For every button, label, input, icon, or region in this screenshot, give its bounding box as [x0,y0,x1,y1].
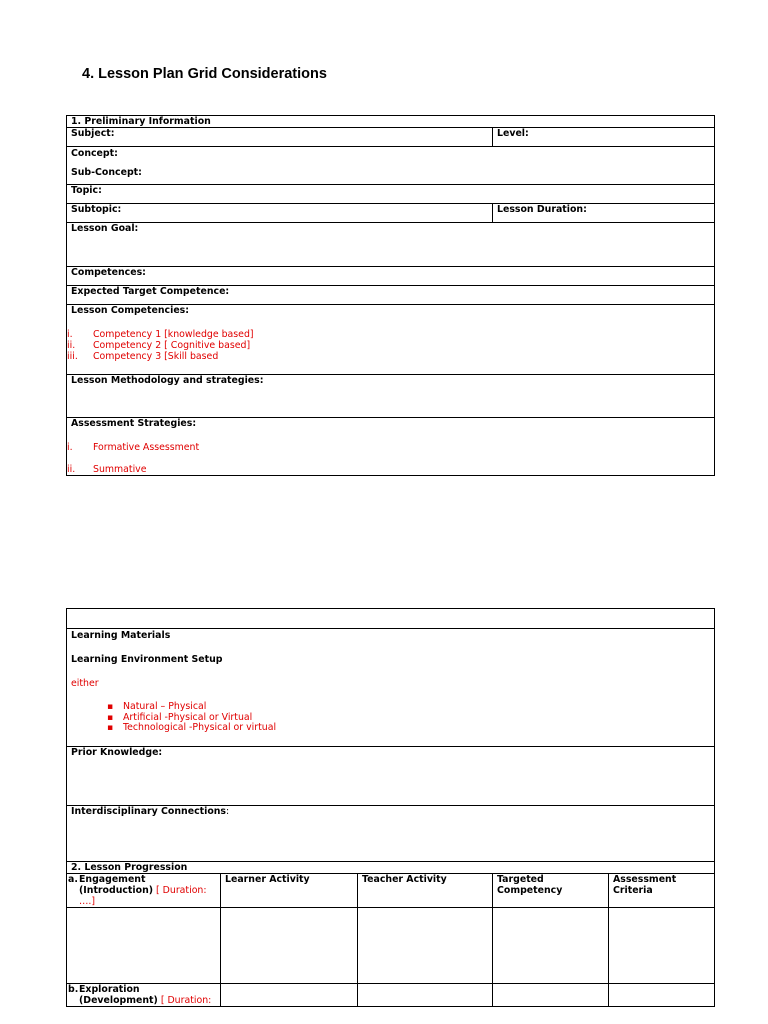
assessment-criteria-cell [609,984,715,1007]
competency-item: i. Competency 1 [knowledge based] [67,329,254,340]
section-preliminary-information: 1. Preliminary Information [67,116,715,128]
learning-environment-label: Learning Environment Setup [71,654,223,665]
topic-cell: Topic: [67,185,715,204]
subject-cell: Subject: [67,128,493,147]
engagement-duration: [ Duration: [156,885,207,896]
targeted-competency-header: Targeted Competency [493,874,609,908]
engagement-sub: (Introduction) [79,885,154,896]
assessment-item: i. Formative Assessment [67,442,200,453]
empty-header-row [67,609,715,629]
list-item: ▪ Natural – Physical [123,702,710,713]
engagement-title: Engagement [79,874,146,885]
exploration-title: Exploration [79,984,140,995]
section-lesson-progression: 2. Lesson Progression [67,862,715,874]
assessment-strategies-label: Assessment Strategies: [71,418,197,429]
teacher-activity-cell [358,908,493,984]
assessment-criteria-header: Assessment Criteria [609,874,715,908]
teacher-activity-cell [358,984,493,1007]
preliminary-info-table [66,115,715,476]
exploration-duration: [ Duration: [160,995,212,1006]
concept-label: Concept: [71,148,118,159]
exploration-sub: (Development) [79,995,158,1006]
learner-activity-header: Learner Activity [221,874,358,908]
lesson-goal-cell: Lesson Goal: [67,223,715,267]
list-item: ▪ Technological -Physical or virtual [123,723,710,734]
engagement-duration-cont: ….] [79,896,96,907]
expected-target-competence-cell: Expected Target Competence: [67,286,715,305]
interdisciplinary-colon: : [226,806,230,817]
interdisciplinary-cell [67,806,715,862]
exploration-number: b. [68,984,79,995]
assessment-criteria-cell [609,908,715,984]
learning-materials-label: Learning Materials [71,630,171,641]
level-cell: Level: [493,128,715,147]
exploration-cell [67,984,221,1007]
either-label: either [71,678,99,689]
lesson-duration-cell: Lesson Duration: [493,204,715,223]
engagement-body-cell [67,908,221,984]
methodology-cell: Lesson Methodology and strategies: [67,375,715,418]
engagement-number: a. [68,874,78,885]
subtopic-cell: Subtopic: [67,204,493,223]
environment-list [71,702,710,734]
lesson-progression-table [66,608,715,1007]
competences-cell: Competences: [67,267,715,286]
concept-cell [67,147,715,185]
assessment-strategies-cell [67,418,715,476]
teacher-activity-header: Teacher Activity [358,874,493,908]
competency-item: iii. Competency 3 [Skill based [67,351,219,362]
lesson-competencies-label: Lesson Competencies: [71,305,190,316]
lesson-competencies-cell [67,305,715,375]
interdisciplinary-label: Interdisciplinary Connections [71,806,227,817]
learner-activity-cell [221,984,358,1007]
page-title: 4. Lesson Plan Grid Considerations [82,66,327,82]
learning-materials-cell [67,629,715,747]
sub-concept-label: Sub-Concept: [71,167,142,178]
engagement-cell [67,874,221,908]
prior-knowledge-cell: Prior Knowledge: [67,747,715,806]
targeted-competency-cell [493,908,609,984]
competency-item: ii. Competency 2 [ Cognitive based] [67,340,251,351]
targeted-competency-cell [493,984,609,1007]
list-item: ▪ Artificial -Physical or Virtual [123,713,710,724]
assessment-item: ii. Summative [67,464,147,475]
learner-activity-cell [221,908,358,984]
